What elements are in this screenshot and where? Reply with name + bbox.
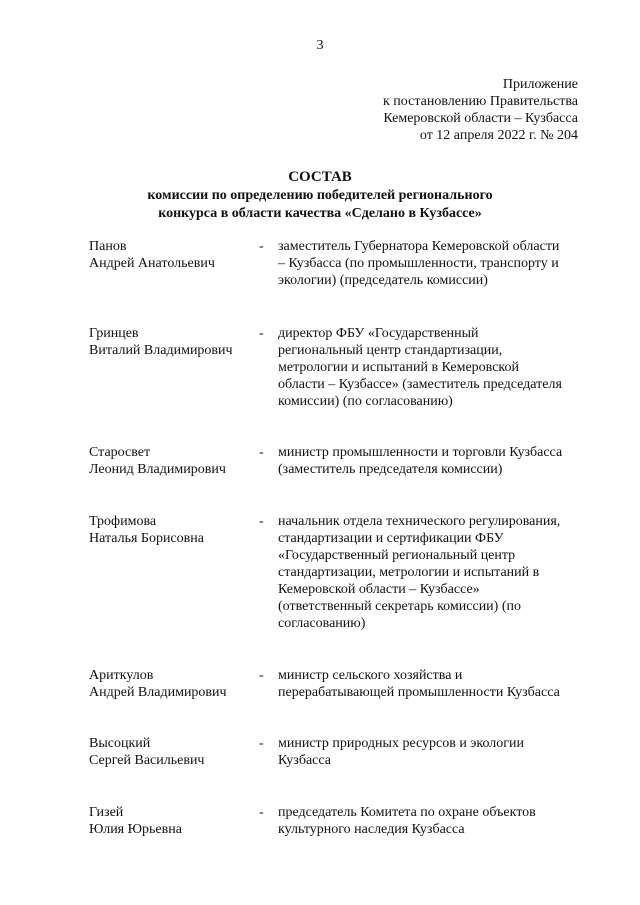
member-surname: Панов (89, 239, 127, 254)
member-name (89, 325, 259, 410)
member-name (89, 513, 259, 632)
heading-title: СОСТАВ (288, 169, 352, 185)
page-number: 3 (316, 38, 324, 53)
heading-subtitle-line: конкурса в области качества «Сделано в Кузбассе» (158, 206, 482, 221)
member-row (89, 735, 569, 769)
member-role: министр промышленности и торговли Кузбасса (заместитель председателя комиссии) (278, 445, 563, 477)
member-role: министр природных ресурсов и экологии Кузбасса (278, 736, 524, 768)
member-surname: Высоцкий (89, 736, 151, 751)
member-row (89, 238, 569, 289)
member-dash: - (259, 805, 264, 820)
commission-members-list (89, 238, 569, 838)
member-dash: - (259, 445, 264, 460)
appendix-line: к постановлению Правительства (382, 94, 578, 109)
member-surname: Старосвет (89, 445, 151, 460)
member-surname: Трофимова (89, 514, 157, 529)
document-heading (0, 168, 640, 223)
appendix-line: от 12 апреля 2022 г. № 204 (419, 128, 578, 143)
member-name (89, 735, 259, 769)
appendix-line: Приложение (502, 77, 578, 92)
member-surname: Ариткулов (89, 668, 154, 683)
member-role: начальник отдела технического регулирования, стандартизации и сертификации ФБУ «Государственный региональный центр стандартизации, метрологии и испытаний в Кемеровской области – Кузбассе» (ответственный секретарь комиссии) (по согласованию) (278, 514, 561, 631)
member-given-name: Леонид Владимирович (89, 462, 226, 477)
member-dash: - (259, 514, 264, 529)
member-given-name: Андрей Анатольевич (89, 256, 215, 271)
member-row (89, 325, 569, 410)
member-dash: - (259, 736, 264, 751)
member-dash: - (259, 668, 264, 683)
member-role: директор ФБУ «Государственный региональный центр стандартизации, метрологии и испытаний в Кемеровской области – Кузбассе» (заместитель председателя комиссии) (по согласованию) (278, 326, 562, 409)
member-name (89, 444, 259, 478)
member-surname: Гизей (89, 805, 124, 820)
member-dash: - (259, 239, 264, 254)
member-dash: - (259, 326, 264, 341)
member-role: председатель Комитета по охране объектов культурного наследия Кузбасса (278, 805, 536, 837)
member-surname: Гринцев (89, 326, 139, 341)
heading-subtitle-line: комиссии по определению победителей регионального (147, 188, 493, 203)
member-role: заместитель Губернатора Кемеровской области – Кузбасса (по промышленности, транспорту и экологии) (председатель комиссии) (278, 239, 560, 288)
member-given-name: Юлия Юрьевна (89, 822, 182, 837)
member-row (89, 804, 569, 838)
member-given-name: Виталий Владимирович (89, 343, 233, 358)
appendix-line: Кемеровской области – Кузбасса (383, 111, 578, 126)
member-row (89, 667, 569, 701)
member-role: министр сельского хозяйства и перерабатывающей промышленности Кузбасса (278, 668, 560, 700)
member-given-name: Андрей Владимирович (89, 685, 227, 700)
member-row (89, 444, 569, 478)
member-name (89, 667, 259, 701)
member-name (89, 238, 259, 289)
member-given-name: Сергей Васильевич (89, 753, 205, 768)
member-row (89, 513, 569, 632)
member-given-name: Наталья Борисовна (89, 531, 204, 546)
appendix-block (383, 76, 578, 144)
member-name (89, 804, 259, 838)
